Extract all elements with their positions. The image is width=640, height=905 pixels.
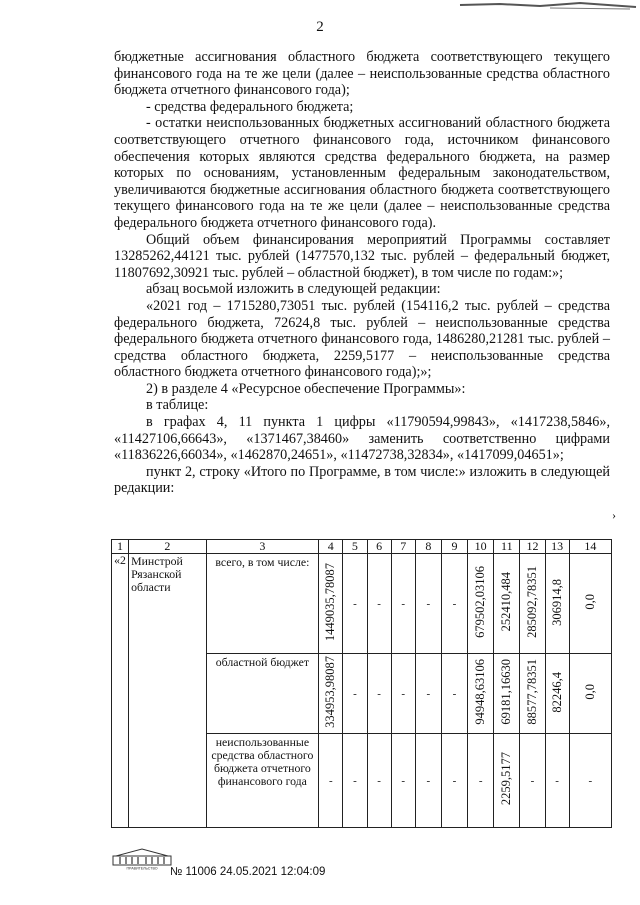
value-text: -	[588, 774, 593, 787]
header-cell: 4	[319, 540, 343, 554]
value-cell	[441, 654, 467, 734]
margin-mark: ›	[612, 508, 616, 522]
value-text: -	[426, 597, 431, 610]
value-cell	[494, 654, 520, 734]
value-text: 0,0	[582, 594, 597, 610]
value-text: -	[353, 774, 357, 787]
row-label: всего, в том числе:	[206, 554, 319, 654]
value-text: 334953,98087	[323, 656, 338, 728]
value-cell	[319, 654, 343, 734]
header-cell: 6	[367, 540, 391, 554]
value-text: 82246,4	[549, 671, 564, 713]
scan-artifact-top	[440, 0, 640, 14]
value-text: -	[401, 687, 406, 700]
value-cell	[545, 654, 569, 734]
header-cell: 12	[520, 540, 545, 554]
paragraph: Общий объем финансирования мероприятий Программы составляет 13285262,44121 тыс. рублей (1477570,132 тыс. рублей – федеральный бюджет, 11807692,30921 тыс. рублей – областной бюджет), в том числе по годам:»;	[114, 231, 610, 281]
value-text: -	[426, 687, 431, 700]
value-text: -	[426, 774, 431, 787]
paragraph: пункт 2, строку «Итого по Программе, в том числе:» изложить в следующей редакции:	[114, 463, 610, 497]
paragraph: в таблице:	[146, 397, 209, 414]
value-cell	[441, 734, 467, 828]
value-text: -	[452, 774, 457, 787]
header-cell: 5	[343, 540, 367, 554]
value-cell	[494, 734, 520, 828]
header-cell: 14	[569, 540, 611, 554]
value-text: -	[328, 774, 333, 787]
value-text: 2259,5177	[499, 752, 514, 806]
table-header-row	[112, 540, 612, 554]
value-cell	[494, 554, 520, 654]
value-text: 88577,78351	[524, 659, 539, 725]
document-registration-info: № 11006 24.05.2021 12:04:09	[170, 866, 326, 878]
value-cell	[468, 554, 494, 654]
funding-table	[111, 539, 612, 828]
value-text: -	[555, 774, 559, 787]
value-text: -	[401, 597, 406, 610]
value-text: -	[353, 597, 357, 610]
paragraph: бюджетные ассигнования областного бюджета соответствующего текущего финансового года на те же цели (далее – неиспользованные средства областного бюджета отчетного финансового года);	[114, 49, 610, 99]
paragraph: абзац восьмой изложить в следующей редакции:	[146, 281, 441, 298]
government-emblem-icon	[112, 848, 172, 870]
value-text: 0,0	[582, 684, 597, 700]
value-cell	[468, 734, 494, 828]
row-number-cell: «2	[112, 554, 129, 828]
header-cell: 1	[112, 540, 129, 554]
value-text: -	[452, 597, 457, 610]
document-body	[114, 49, 610, 497]
value-cell	[367, 554, 391, 654]
value-text: -	[478, 774, 483, 787]
paragraph: - средства федерального бюджета;	[146, 98, 354, 115]
value-text: 679502,03106	[473, 566, 488, 638]
header-cell: 2	[129, 540, 206, 554]
row-label: областной бюджет	[206, 654, 319, 734]
paragraph: «2021 год – 1715280,73051 тыс. рублей (154116,2 тыс. рублей – средства федерального бюджета, 72624,8 тыс. рублей – неиспользованные средства федерального бюджета отчетного финансового года, 1486280,21281 тыс. рублей – средства областного бюджета, 2259,5177 – неиспользованные средства областного бюджета отчетного финансового года);»;	[114, 297, 610, 381]
value-text: 285092,78351	[524, 566, 539, 638]
value-cell	[415, 554, 441, 654]
value-cell	[520, 734, 545, 828]
row-label: неиспользованные средства областного бюджета отчетного финансового года	[206, 734, 319, 828]
paragraph: в графах 4, 11 пункта 1 цифры «11790594,99843», «1417238,5846», «11427106,66643», «1371467,38460» заменить соответственно цифрами «11836226,66034», «1462870,24651», «11472738,32834», «1417099,04651»;	[114, 414, 610, 464]
footer-emblem	[112, 848, 172, 870]
value-text: 252410,484	[499, 572, 514, 632]
organization-cell: Минстрой Рязанской области	[129, 554, 206, 828]
value-cell	[545, 734, 569, 828]
value-text: -	[353, 687, 357, 700]
value-cell	[391, 554, 415, 654]
value-cell	[569, 654, 611, 734]
value-cell	[468, 654, 494, 734]
value-text: 1449035,78087	[323, 562, 338, 642]
value-text: -	[401, 774, 406, 787]
header-cell: 8	[415, 540, 441, 554]
value-cell	[441, 554, 467, 654]
value-cell	[367, 654, 391, 734]
value-cell	[319, 734, 343, 828]
value-cell	[343, 654, 367, 734]
header-cell: 13	[545, 540, 569, 554]
emblem-caption: ПРАВИТЕЛЬСТВО	[126, 866, 158, 870]
value-cell	[415, 654, 441, 734]
header-cell: 11	[494, 540, 520, 554]
value-cell	[569, 734, 611, 828]
value-text: 69181,16630	[499, 659, 514, 725]
value-cell	[520, 554, 545, 654]
value-text: 306914,8	[549, 578, 564, 626]
value-cell	[545, 554, 569, 654]
paragraph: 2) в разделе 4 «Ресурсное обеспечение Программы»:	[146, 380, 466, 397]
value-text: -	[530, 774, 535, 787]
header-cell: 9	[441, 540, 467, 554]
header-cell: 7	[391, 540, 415, 554]
value-text: -	[377, 774, 381, 787]
page-number: 2	[316, 19, 324, 35]
paragraph: - остатки неиспользованных бюджетных ассигнований областного бюджета соответствующего отчетного финансового года, источником финансового обеспечения которых являются средства федерального бюджета, на размер которых по основаниям, установленным федеральным законодательством, увеличиваются бюджетные ассигнования областного бюджета соответствующего текущего финансового года на те же цели (далее – неиспользованные средства федерального бюджета отчетного финансового года).	[114, 115, 610, 231]
table-row	[112, 554, 612, 654]
value-cell	[319, 554, 343, 654]
value-cell	[391, 734, 415, 828]
value-cell	[367, 734, 391, 828]
value-cell	[520, 654, 545, 734]
value-cell	[343, 734, 367, 828]
value-text: -	[377, 687, 381, 700]
value-cell	[391, 654, 415, 734]
header-cell: 3	[206, 540, 319, 554]
value-text: 94948,63106	[473, 659, 488, 725]
value-cell	[569, 554, 611, 654]
value-text: -	[377, 597, 381, 610]
value-cell	[415, 734, 441, 828]
value-text: -	[452, 687, 457, 700]
header-cell: 10	[468, 540, 494, 554]
value-cell	[343, 554, 367, 654]
